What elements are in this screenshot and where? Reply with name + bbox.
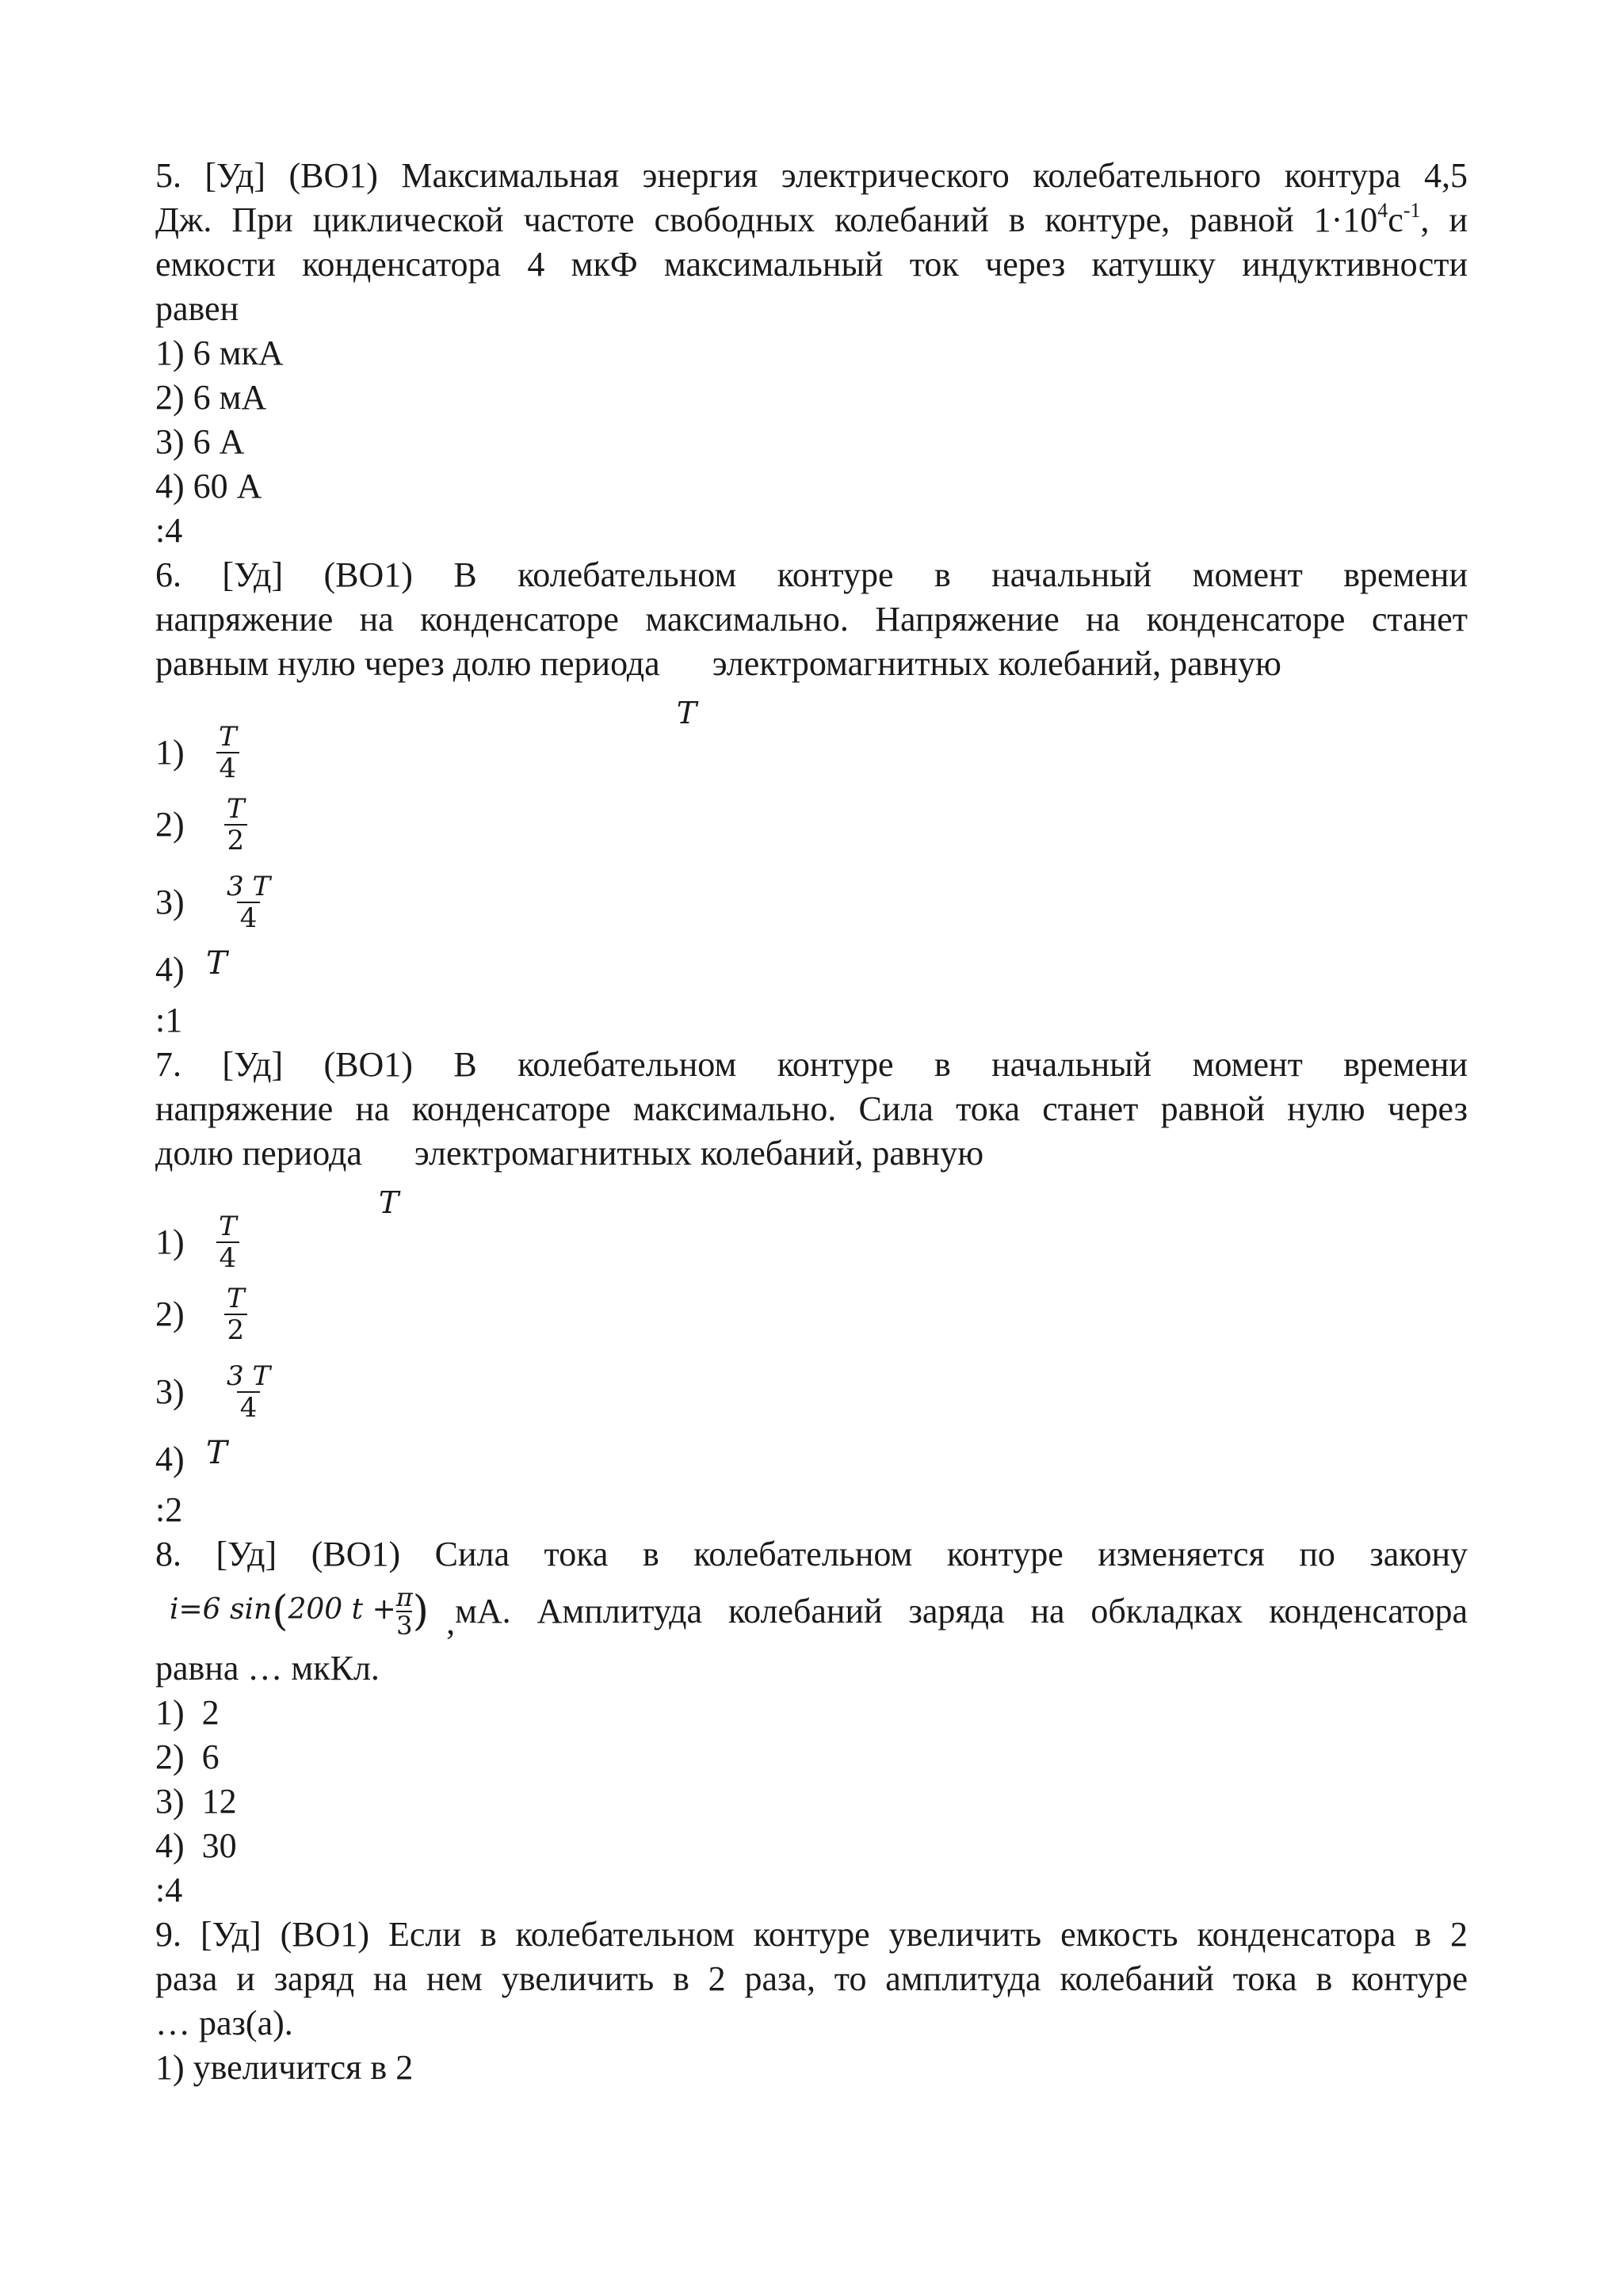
- correct-answer: :4: [155, 511, 183, 550]
- answer-option: 1) 2: [155, 1693, 220, 1732]
- correct-answer: :2: [155, 1490, 183, 1529]
- question-text-line: 5. [Уд] (ВО1) Максимальная энергия электрического колебательного контура 4,5: [155, 156, 1468, 195]
- answer-option: 3) $\frac{3 T}{4}$: [155, 864, 1468, 941]
- current-formula: i=6 sin(200 t + $\frac{\pi}{3}$ ): [170, 1582, 430, 1641]
- question-text-line: 7. [Уд] (ВО1) В колебательном контуре в начальный момент времени: [155, 1045, 1468, 1084]
- answer-option: 2) 6 мА: [155, 378, 267, 417]
- fraction: $\frac{T}{2}$: [223, 1283, 248, 1345]
- fraction: $\frac{\pi}{3}$: [395, 1582, 413, 1641]
- question-text-line: i=6 sin(200 t + $\frac{\pi}{3}$ ) ,мА. Амплитуда колебаний заряда на обкладках конденсатора: [170, 1582, 1468, 1642]
- question-text-line: 8. [Уд] (ВО1) Сила тока в колебательном контуре изменяется по закону: [155, 1535, 1468, 1573]
- answer-option: 1) $\frac{T}{4}$: [155, 1209, 1468, 1276]
- answer-option: 3) $\frac{3 T}{4}$: [155, 1353, 1468, 1431]
- question-text-line: напряжение на конденсаторе максимально. Сила тока станет равной нулю через: [155, 1089, 1468, 1128]
- question-text-line: равна … мкКл.: [155, 1649, 380, 1688]
- question-9: [155, 1913, 1468, 2090]
- question-6: [155, 553, 1468, 1043]
- answer-option: 1) увеличится в 2: [155, 2048, 414, 2087]
- question-text-line: равен: [155, 289, 239, 328]
- answer-option: 1) $\frac{T}{4}$: [155, 719, 1468, 786]
- document-page: [155, 154, 1468, 2090]
- question-text-line: … раз(а).: [155, 2004, 293, 2042]
- answer-option: 4) 60 А: [155, 467, 262, 505]
- question-text-line: Дж. При циклической частоте свободных колебаний в контуре, равной $1\cdot 10^4с^{-1}$, и: [155, 199, 1468, 239]
- question-text-line: раза и заряд на нем увеличить в 2 раза, то амплитуда колебаний тока в контуре: [155, 1959, 1468, 1998]
- question-text-line: емкости конденсатора 4 мкФ максимальный ток через катушку индуктивности: [155, 245, 1468, 284]
- fraction: $\frac{T}{4}$: [216, 722, 240, 784]
- question-7: [155, 1043, 1468, 1532]
- correct-answer: :4: [155, 1871, 183, 1909]
- question-text-line: 6. [Уд] (ВО1) В колебательном контуре в начальный момент времени: [155, 555, 1468, 594]
- question-text-line: долю периода T электромагнитных колебаний, равную: [155, 1134, 984, 1220]
- answer-option: 4) T: [155, 945, 227, 989]
- question-text-line: 9. [Уд] (ВО1) Если в колебательном контуре увеличить емкость конденсатора в 2: [155, 1915, 1468, 1954]
- fraction: $\frac{3 T}{4}$: [227, 1360, 271, 1424]
- answer-option: 3) 12: [155, 1782, 237, 1821]
- answer-option: 4) T: [155, 1435, 227, 1478]
- answer-option: 3) 6 А: [155, 422, 245, 461]
- answer-option: 1) 6 мкА: [155, 334, 284, 372]
- question-text-line: равным нулю через долю периода T электромагнитных колебаний, равную: [155, 644, 1281, 730]
- question-text-line: напряжение на конденсаторе максимально. Напряжение на конденсаторе станет: [155, 600, 1468, 639]
- answer-option: 2) $\frac{T}{2}$: [155, 786, 1468, 864]
- fraction: $\frac{T}{4}$: [216, 1211, 240, 1273]
- answer-option: 4) 30: [155, 1826, 237, 1865]
- fraction: $\frac{T}{2}$: [223, 794, 248, 856]
- answer-option: 2) $\frac{T}{2}$: [155, 1276, 1468, 1353]
- correct-answer: :1: [155, 1001, 183, 1039]
- question-5: [155, 154, 1468, 553]
- answer-option: 2) 6: [155, 1737, 220, 1776]
- question-8: [155, 1532, 1468, 1913]
- fraction: $\frac{3 T}{4}$: [227, 871, 271, 934]
